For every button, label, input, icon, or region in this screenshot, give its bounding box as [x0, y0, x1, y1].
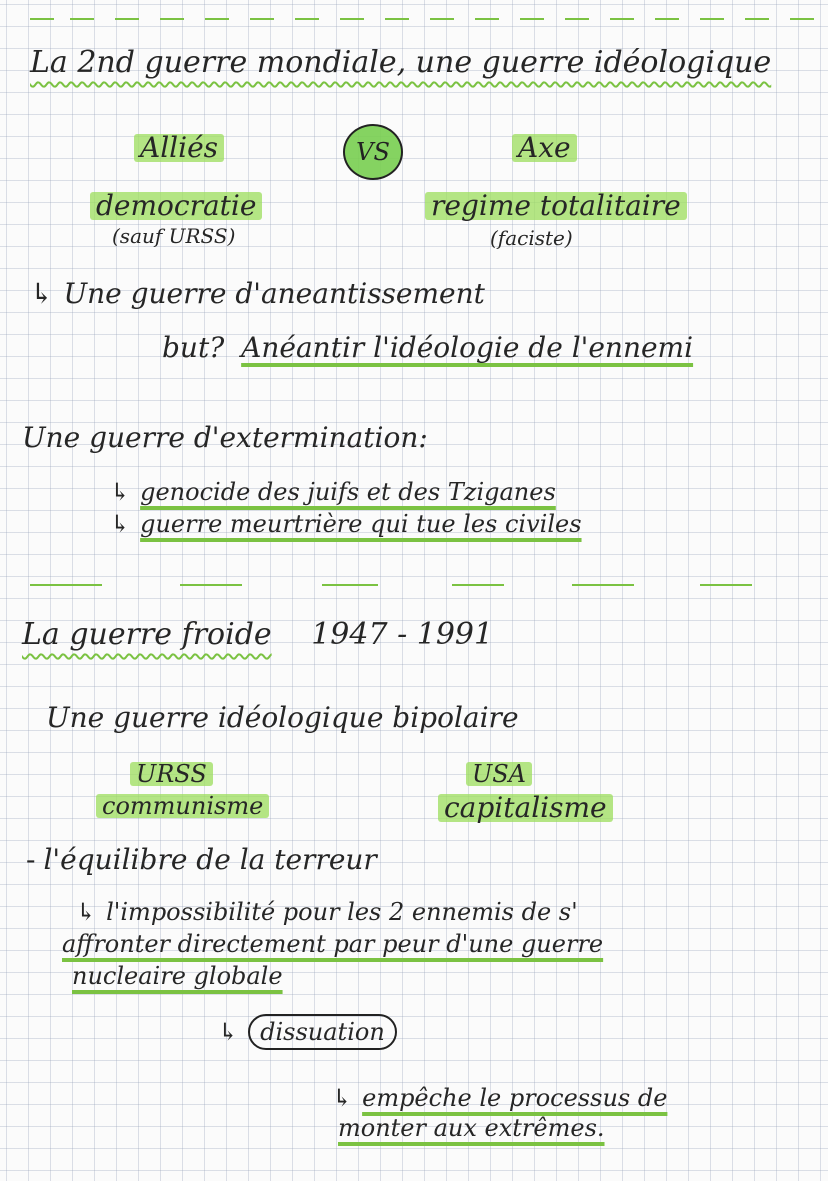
extermination-heading: Une guerre d'extermination: [22, 421, 428, 454]
goal-answer: Anéantir l'idéologie de l'ennemi [241, 331, 694, 364]
capitalisme-label: capitalisme [438, 794, 613, 822]
usa-label: USA [466, 762, 532, 786]
bullet-2-text: guerre meurtrière qui tue les civiles [140, 510, 582, 538]
arrow-hook-icon: ↳ [76, 898, 97, 926]
totalitaire-note: (faciste) [490, 226, 573, 250]
nucleaire-text: nucleaire globale [72, 962, 283, 990]
axe-label: Axe [512, 134, 577, 162]
aneantissement-line [30, 277, 485, 310]
extremes-line [338, 1116, 605, 1140]
extremes-text: monter aux extrêmes. [338, 1114, 605, 1142]
nucleaire-line [72, 964, 283, 988]
totalitaire-label: regime totalitaire [425, 192, 687, 220]
bipolaire-line: Une guerre idéologique bipolaire [46, 701, 519, 734]
equilibre-line: - l'équilibre de la terreur [26, 843, 377, 876]
arrow-hook-icon: ↳ [332, 1084, 353, 1112]
arrow-hook-icon: ↳ [30, 277, 54, 310]
guerre-froide-dates: 1947 - 1991 [311, 617, 494, 652]
guerre-froide-title: La guerre froide [22, 617, 272, 652]
dissuation-badge: dissuation [248, 1014, 397, 1050]
allies-label: Alliés [134, 134, 224, 162]
empeche-line [332, 1086, 667, 1110]
arrow-hook-icon: ↳ [218, 1018, 239, 1046]
vs-badge: VS [343, 124, 403, 180]
equilibre-text: l'équilibre de la terreur [43, 843, 377, 876]
impossibilite-text: l'impossibilité pour les 2 ennemis de s' [106, 898, 578, 926]
affronter-line [62, 932, 603, 956]
arrow-hook-icon: ↳ [110, 510, 131, 538]
empeche-text: empêche le processus de [362, 1084, 668, 1112]
democratie-label: democratie [90, 192, 262, 220]
goal-question: but? [162, 331, 225, 364]
extermination-bullet-2 [110, 512, 582, 536]
extermination-bullet-1 [110, 480, 556, 504]
aneantissement-goal [162, 331, 694, 364]
section1-title: La 2nd guerre mondiale, une guerre idéologique [30, 45, 772, 80]
guerre-froide-heading [22, 617, 494, 652]
aneantissement-text: Une guerre d'aneantissement [63, 277, 485, 310]
democratie-note: (sauf URSS) [112, 224, 236, 248]
urss-label: URSS [130, 762, 213, 786]
communisme-label: communisme [96, 794, 269, 818]
impossibilite-line [76, 900, 578, 924]
arrow-hook-icon: ↳ [110, 478, 131, 506]
bullet-1-text: genocide des juifs et des Tziganes [140, 478, 556, 506]
dissuation-line [218, 1020, 397, 1044]
affronter-text: affronter directement par peur d'une guerre [62, 930, 604, 958]
